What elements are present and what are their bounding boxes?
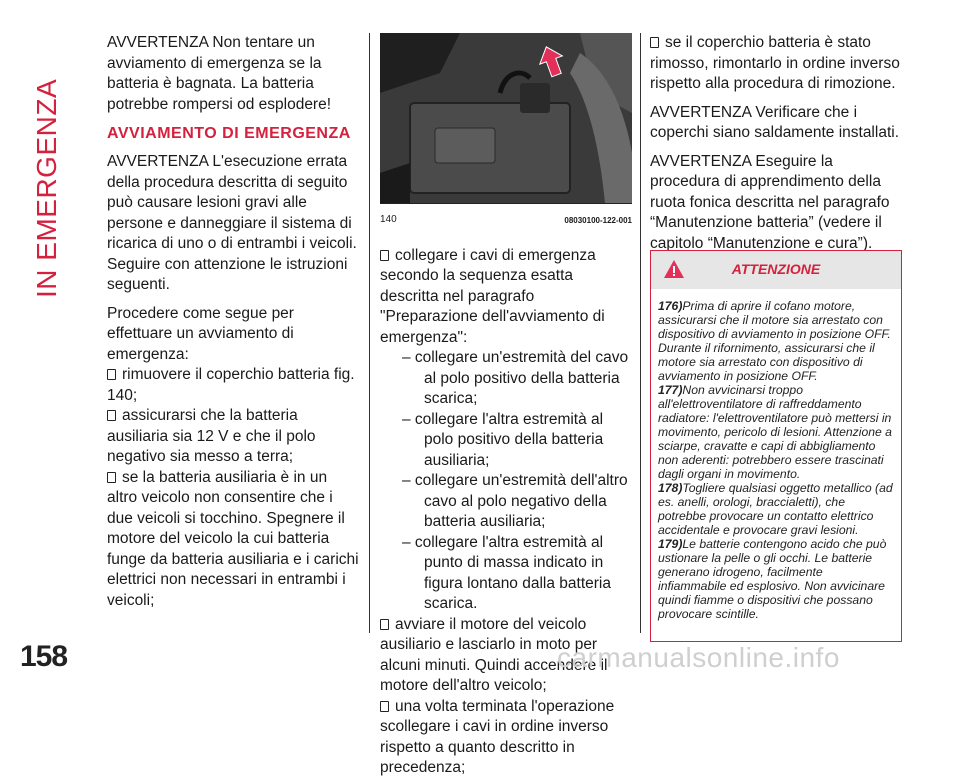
intro-paragraph: Procedere come segue per effettuare un avviamento di emergenza:: [107, 304, 294, 363]
note-text: Prima di aprire il cofano motore, assicurarsi che il motore sia arrestato con dispositivo di avviamento in posizione OFF. Durante il rifornimento, assicurarsi che il motore sia arrestato con dispositivo di avviamento in posizione OFF.: [658, 299, 891, 383]
sub-list-item: – collegare un'estremità dell'altro cavo al polo negativo della batteria ausiliaria;: [402, 472, 628, 530]
section-side-title: [20, 40, 70, 300]
side-title-text: IN EMERGENZA: [31, 78, 62, 298]
note-number: 176): [658, 299, 683, 313]
list-item-text: una volta terminata l'operazione scollegare i cavi in ordine inverso rispetto a quanto descritto in precedenza;: [380, 697, 615, 776]
list-item: [107, 468, 360, 612]
checkbox-bullet-icon: [107, 472, 116, 483]
attention-header: [651, 251, 901, 289]
list-item: [380, 246, 632, 349]
figure-code: 08030100-122-001: [564, 216, 632, 225]
sub-list-item: – collegare l'altra estremità al polo positivo della batteria ausiliaria;: [402, 410, 604, 469]
column-divider: [640, 33, 641, 633]
checkbox-bullet-icon: [650, 37, 659, 48]
list-item: [107, 406, 360, 468]
warning-paragraph: AVVERTENZA Verificare che i coperchi siano saldamente installati.: [650, 103, 899, 141]
sub-list-item: – collegare un'estremità del cavo al polo positivo della batteria scarica;: [402, 349, 629, 407]
checkbox-bullet-icon: [107, 410, 116, 421]
attention-box: [650, 250, 902, 642]
note-number: 177): [658, 383, 683, 397]
note-text: Togliere qualsiasi oggetto metallico (ad es. anelli, orologi, braccialetti), che potrebbe provocare un contatto elettrico accidentale e provocare gravi lesioni.: [658, 481, 893, 537]
checkbox-bullet-icon: [380, 619, 389, 630]
attention-title: ATTENZIONE: [731, 261, 821, 277]
checkbox-bullet-icon: [107, 369, 116, 380]
list-item: [107, 365, 360, 406]
attention-note: [658, 481, 894, 537]
note-number: 178): [658, 481, 683, 495]
warning-paragraph: AVVERTENZA L'esecuzione errata della procedura descritta di seguito può causare lesioni gravi alle persone e danneggiare il sistema di ricarica di uno o di entrambi i veicoli. Seguire con attenzione le istruzioni seguenti.: [107, 153, 357, 293]
column-divider: [369, 33, 370, 633]
column-1: [107, 33, 360, 611]
section-side-title-graphic: [20, 40, 70, 300]
list-item-text: collegare i cavi di emergenza secondo la sequenza esatta descritta nel paragrafo "Preparazione dell'avviamento di emergenza":: [380, 246, 605, 346]
warning-paragraph: AVVERTENZA Eseguire la procedura di apprendimento della ruota fonica descritta nel paragrafo “Manutenzione batteria” (vedere il capitolo “Manutenzione e cura”).: [650, 152, 890, 252]
column-3: [650, 33, 902, 262]
battery-photo-graphic: [380, 33, 632, 203]
page-number: 158: [20, 640, 68, 673]
section-heading: AVVIAMENTO DI EMERGENZA: [107, 125, 351, 142]
list-item-text: rimuovere il coperchio batteria fig. 140;: [107, 366, 355, 404]
watermark: carmanualsonline.info: [557, 642, 840, 673]
note-text: Non avvicinarsi troppo all'elettroventilatore di raffreddamento radiatore: l'elettroventilatore può mettersi in movimento, pericolo di lesioni. Attenzione a sciarpe, cravatte e capi di abbigliamento non aderenti: potrebbero essere trascinati dagli organi in movimento.: [658, 383, 892, 481]
sub-list-item: – collegare l'altra estremità al punto di massa indicato in figura lontano dalla batteria scarica.: [402, 533, 611, 612]
attention-body: [651, 289, 901, 621]
warning-paragraph: AVVERTENZA Non tentare un avviamento di emergenza se la batteria è bagnata. La batteria potrebbe rompersi od esplodere!: [107, 34, 332, 113]
attention-note: [658, 383, 894, 481]
list-item: [380, 697, 632, 779]
battery-photo: [380, 33, 632, 204]
checkbox-bullet-icon: [380, 701, 389, 712]
figure-number: 140: [380, 214, 397, 225]
figure-caption: [380, 210, 632, 232]
list-item-text: avviare il motore del veicolo ausiliario e lasciarlo in moto per alcuni minuti. Quindi accendere il motore dell'altro veicolo;: [380, 615, 608, 694]
checkbox-bullet-icon: [380, 250, 389, 261]
list-item-text: se la batteria ausiliaria è in un altro veicolo non consentire che i due veicoli si tocchino. Spegnere il motore del veicolo la cui batteria funge da batteria ausiliaria e i carichi elettrici non necessari in entrambi i veicoli;: [107, 468, 359, 609]
note-number: 179): [658, 537, 683, 551]
attention-note: [658, 537, 894, 621]
list-item-text: assicurarsi che la batteria ausiliaria sia 12 V e che il polo negativo sia messo a terra;: [107, 407, 316, 465]
note-text: Le batterie contengono acido che può ustionare la pelle o gli occhi. Le batterie generano idrogeno, facilmente infiammabile ed esplosivo. Non avvicinare quindi fiamme o dispositivi che possano provocare scintille.: [658, 537, 887, 621]
attention-note: [658, 299, 894, 383]
list-item: [650, 33, 902, 95]
list-item-text: se il coperchio batteria è stato rimosso, rimontarlo in ordine inverso rispetto alla procedura di rimozione.: [650, 34, 900, 92]
